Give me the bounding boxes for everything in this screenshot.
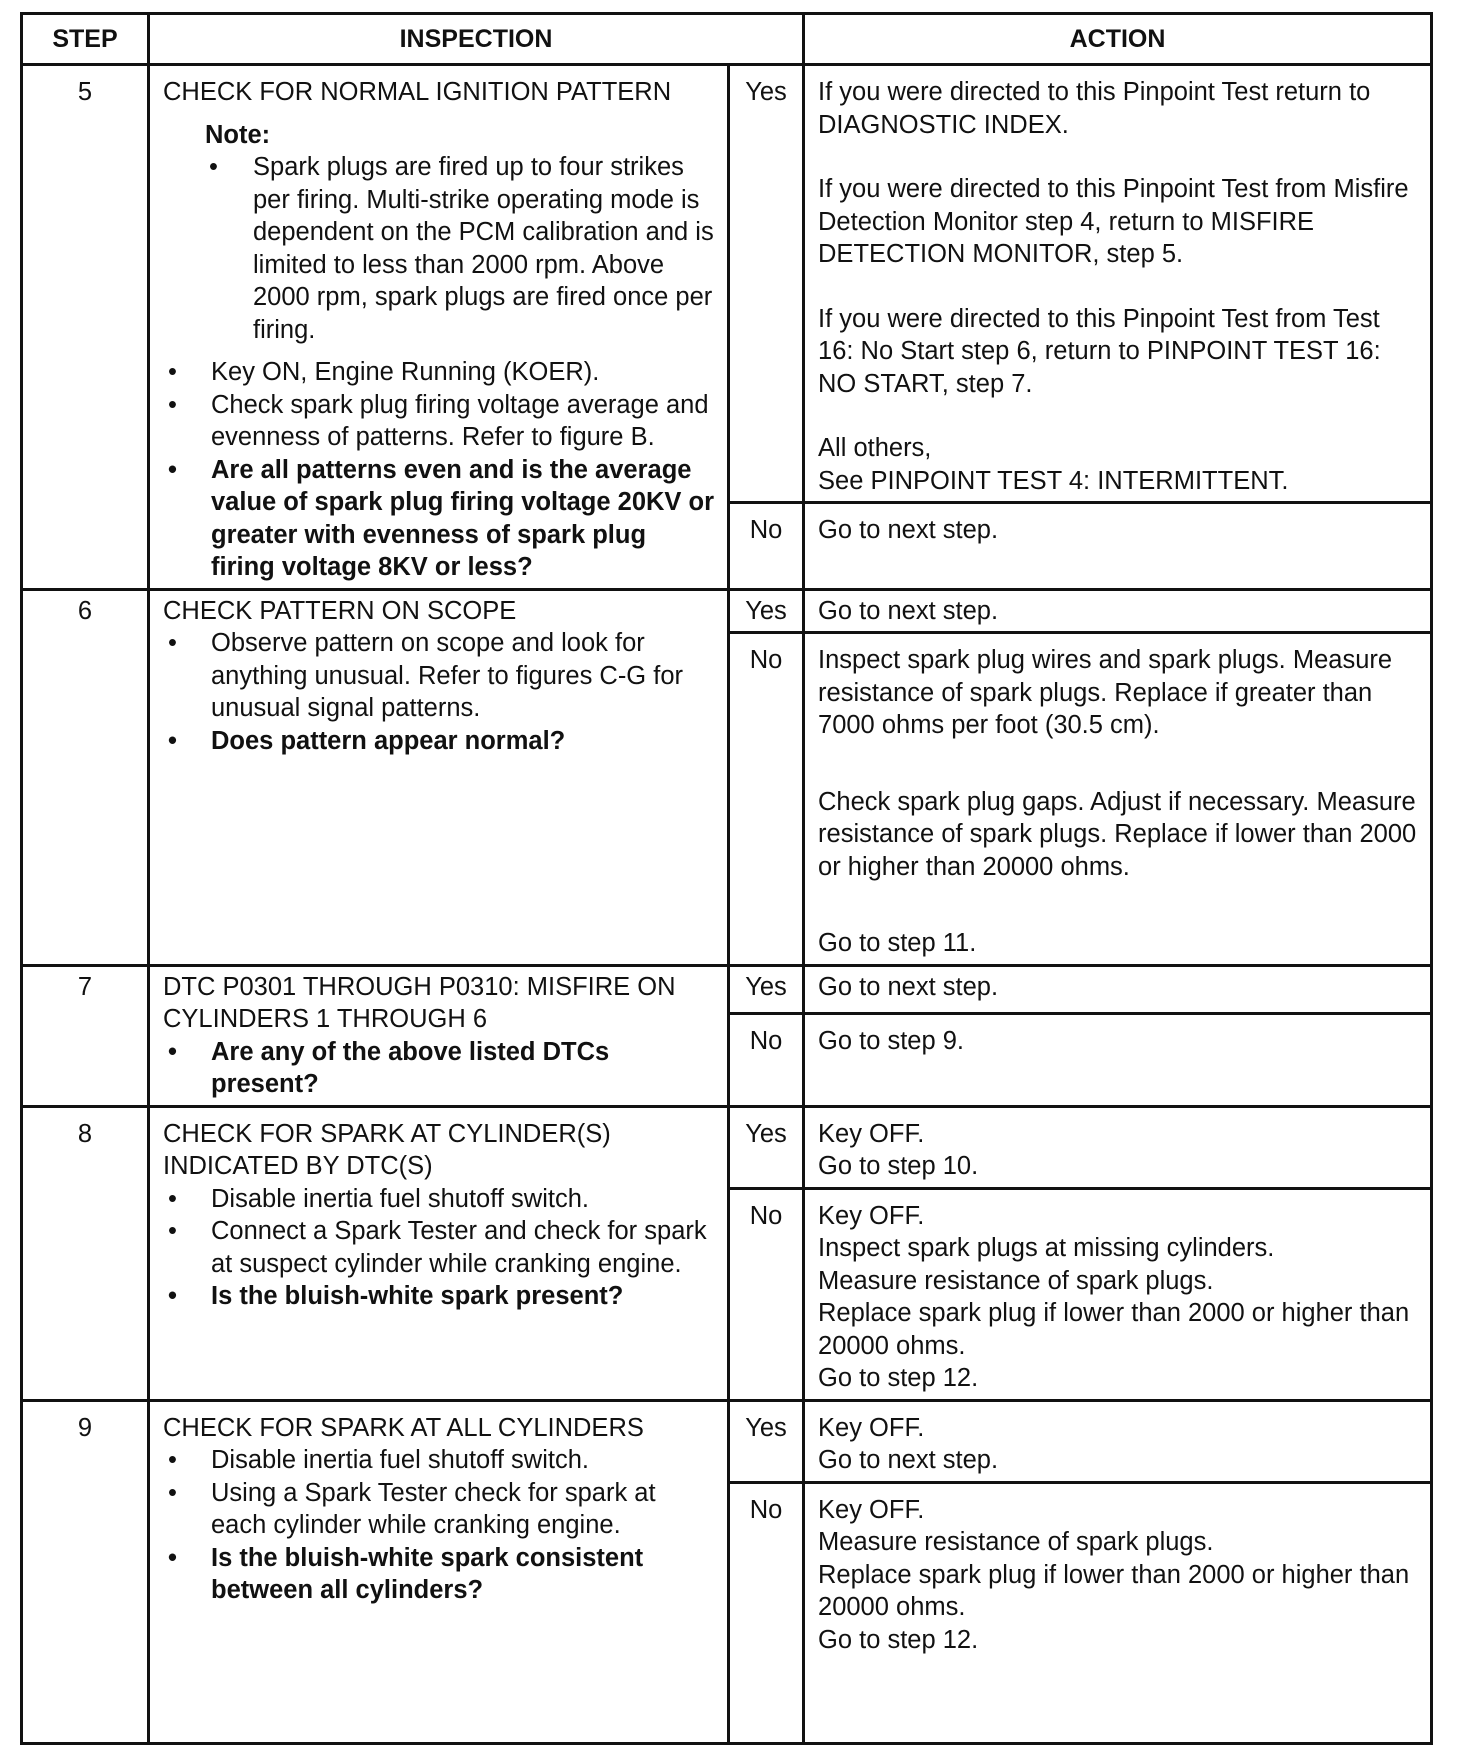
- table-row: [22, 65, 1432, 503]
- step-title: CHECK PATTERN ON SCOPE: [163, 596, 517, 625]
- action-text: Key OFF.: [818, 1201, 925, 1230]
- inspection-list: [163, 356, 715, 584]
- yes-label: Yes: [729, 589, 804, 633]
- inspection-item: • Using a Spark Tester check for spark at each cylinder while cranking engine.: [163, 1477, 715, 1542]
- action-text: Key OFF.: [818, 1413, 925, 1442]
- table-row: [22, 1400, 1432, 1482]
- action-text: Key OFF.: [818, 1119, 925, 1148]
- note-label: Note:: [205, 120, 271, 149]
- action-text: Replace spark plug if lower than 2000 or higher than 20000 ohms.: [818, 1299, 1410, 1360]
- action-text: If you were directed to this Pinpoint Test from Test 16: No Start step 6, return to PINPOINT TEST 16: NO START, step 7.: [818, 304, 1381, 398]
- yes-action: [804, 965, 1432, 1013]
- action-text: Measure resistance of spark plugs.: [818, 1266, 1214, 1295]
- no-label: No: [729, 1188, 804, 1400]
- inspection-list: [163, 1444, 715, 1607]
- inspection-header: INSPECTION: [149, 14, 804, 65]
- action-text: Replace spark plug if lower than 2000 or higher than 20000 ohms.: [818, 1560, 1410, 1621]
- action-text: All others,: [818, 434, 932, 462]
- yes-action: [804, 1106, 1432, 1188]
- action-text: Go to step 10.: [818, 1152, 979, 1180]
- inspection-question: • Does pattern appear normal?: [163, 725, 715, 758]
- inspection-cell: [149, 965, 729, 1106]
- inspection-list: [163, 627, 715, 757]
- step-header: STEP: [22, 14, 149, 65]
- table-row: [22, 965, 1432, 1013]
- inspection-cell: [149, 589, 729, 965]
- inspection-cell: [149, 65, 729, 590]
- no-action: [804, 1013, 1432, 1106]
- yes-action: [804, 589, 1432, 633]
- inspection-cell: [149, 1106, 729, 1400]
- inspection-question: • Is the bluish-white spark consistent between all cylinders?: [163, 1542, 715, 1607]
- step-title: CHECK FOR SPARK AT CYLINDER(S) INDICATED BY DTC(S): [163, 1119, 611, 1180]
- action-text: Go to next step.: [818, 1446, 999, 1474]
- inspection-cell: [149, 1400, 729, 1744]
- step-title: CHECK FOR NORMAL IGNITION PATTERN: [163, 78, 672, 106]
- yes-action: [804, 65, 1432, 503]
- step-number: 8: [22, 1106, 149, 1400]
- action-text: Go to step 9.: [818, 1026, 965, 1055]
- yes-label: Yes: [729, 1400, 804, 1482]
- no-action: [804, 1188, 1432, 1400]
- inspection-question: • Is the bluish-white spark present?: [163, 1280, 715, 1313]
- inspection-item: • Key ON, Engine Running (KOER).: [163, 356, 715, 389]
- yes-action: [804, 1400, 1432, 1482]
- header-row: [22, 14, 1432, 65]
- step-number: 5: [22, 65, 149, 590]
- action-text: Go to step 12.: [818, 1625, 979, 1654]
- step-number: 9: [22, 1400, 149, 1744]
- no-label: No: [729, 503, 804, 589]
- no-action: [804, 503, 1432, 589]
- diagnostic-procedure-page: [20, 12, 1430, 1745]
- table-row: [22, 589, 1432, 633]
- action-text: If you were directed to this Pinpoint Test from Misfire Detection Monitor step 4, return to MISFIRE DETECTION MONITOR, step 5.: [818, 175, 1409, 268]
- no-label: No: [729, 1013, 804, 1106]
- note-list: [163, 151, 715, 346]
- action-text: Go to next step.: [818, 516, 999, 545]
- inspection-list: [163, 1183, 715, 1313]
- inspection-question: • Are any of the above listed DTCs present?: [163, 1036, 715, 1101]
- pinpoint-test-table: [20, 12, 1433, 1745]
- no-action: [804, 1482, 1432, 1744]
- step-number: 7: [22, 965, 149, 1106]
- action-text: Inspect spark plug wires and spark plugs. Measure resistance of spark plugs. Replace if greater than 7000 ohms per foot (30.5 cm).: [818, 646, 1393, 739]
- step-number: 6: [22, 589, 149, 965]
- inspection-item: • Check spark plug firing voltage average and evenness of patterns. Refer to figure B.: [163, 389, 715, 454]
- no-label: No: [729, 633, 804, 966]
- action-text: Go to next step.: [818, 596, 999, 625]
- yes-label: Yes: [729, 965, 804, 1013]
- action-text: If you were directed to this Pinpoint Test return to DIAGNOSTIC INDEX.: [818, 78, 1371, 139]
- action-text: Go to next step.: [818, 972, 999, 1001]
- yes-label: Yes: [729, 65, 804, 503]
- no-action: [804, 633, 1432, 966]
- action-header: ACTION: [804, 14, 1432, 65]
- yes-label: Yes: [729, 1106, 804, 1188]
- table-row: [22, 1106, 1432, 1188]
- inspection-item: • Disable inertia fuel shutoff switch.: [163, 1183, 715, 1216]
- action-text: Inspect spark plugs at missing cylinders.: [818, 1234, 1275, 1262]
- action-text: Check spark plug gaps. Adjust if necessary. Measure resistance of spark plugs. Replace if lower than 2000 or higher than 20000 ohms.: [818, 787, 1417, 881]
- inspection-question: • Are all patterns even and is the average value of spark plug firing voltage 20KV or greater with evenness of spark plug firing voltage 8KV or less?: [163, 454, 715, 584]
- action-text: Go to step 11.: [818, 929, 977, 957]
- inspection-item: • Connect a Spark Tester and check for spark at suspect cylinder while cranking engine.: [163, 1215, 715, 1280]
- inspection-item: • Observe pattern on scope and look for anything unusual. Refer to figures C-G for unusual signal patterns.: [163, 627, 715, 725]
- action-text: Measure resistance of spark plugs.: [818, 1528, 1214, 1556]
- action-text: Go to step 12.: [818, 1364, 979, 1392]
- action-text: Key OFF.: [818, 1495, 925, 1524]
- note-item: • Spark plugs are fired up to four strikes per firing. Multi-strike operating mode is dependent on the PCM calibration and is limited to less than 2000 rpm. Above 2000 rpm, spark plugs are fired once per firing.: [163, 151, 715, 346]
- inspection-list: [163, 1036, 715, 1101]
- no-label: No: [729, 1482, 804, 1744]
- step-title: CHECK FOR SPARK AT ALL CYLINDERS: [163, 1413, 644, 1442]
- inspection-item: • Disable inertia fuel shutoff switch.: [163, 1444, 715, 1477]
- action-text: See PINPOINT TEST 4: INTERMITTENT.: [818, 466, 1289, 495]
- step-title: DTC P0301 THROUGH P0310: MISFIRE ON CYLINDERS 1 THROUGH 6: [163, 972, 676, 1033]
